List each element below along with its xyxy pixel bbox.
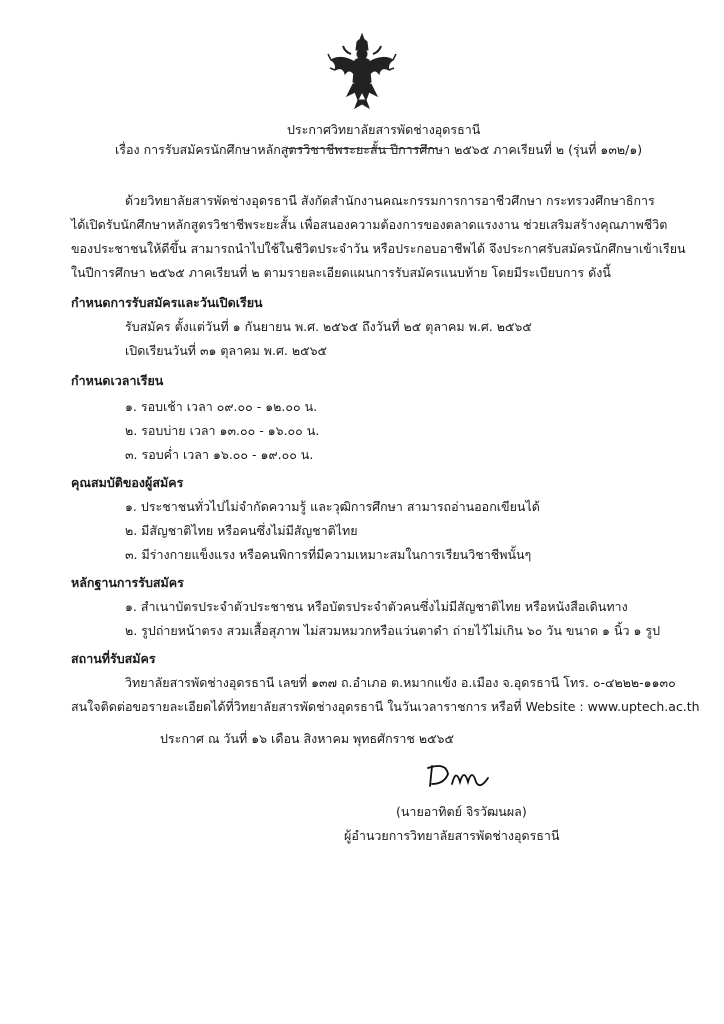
signature (426, 760, 490, 794)
contact-line: สนใจติดต่อขอรายละเอียดได้ที่วิทยาลัยสารพัดช่างอุดรธานี ในวันเวลาราชการ หรือที่ Website : www.uptech.ac.th (71, 699, 700, 714)
documents-line: ๑. สำเนาบัตรประจำตัวประชาชน หรือบัตรประจำตัวคนซึ่งไม่มีสัญชาติไทย หรือหนังสือเดินทาง (125, 599, 628, 614)
location-heading: สถานที่รับสมัคร (71, 651, 156, 666)
signer-title: ผู้อำนวยการวิทยาลัยสารพัดช่างอุดรธานี (344, 828, 560, 843)
schedule-line: ๑. รอบเช้า เวลา ๐๙.๐๐ - ๑๒.๐๐ น. (125, 399, 318, 414)
location-line: วิทยาลัยสารพัดช่างอุดรธานี เลขที่ ๑๓๗ ถ.อำเภอ ต.หมากแข้ง อ.เมือง จ.อุดรธานี โทร. ๐-๔๒๒๒-๑๑๓๐ (125, 675, 676, 690)
dates-line: รับสมัคร ตั้งแต่วันที่ ๑ กันยายน พ.ศ. ๒๕๖๕ ถึงวันที่ ๒๕ ตุลาคม พ.ศ. ๒๕๖๕ (125, 319, 532, 334)
documents-line: ๒. รูปถ่ายหน้าตรง สวมเสื้อสุภาพ ไม่สวมหมวกหรือแว่นตาดำ ถ่ายไว้ไม่เกิน ๖๐ วัน ขนาด ๑ นิ้ว ๑ รูป (125, 623, 661, 638)
dates-line: เปิดเรียนวันที่ ๓๑ ตุลาคม พ.ศ. ๒๕๖๕ (125, 343, 327, 358)
qualifications-line: ๓. มีร่างกายแข็งแรง หรือคนพิการที่มีความเหมาะสมในการเรียนวิชาชีพนั้นๆ (125, 547, 532, 562)
intro-line-1: ด้วยวิทยาลัยสารพัดช่างอุดรธานี สังกัดสำนักงานคณะกรรมการการอาชีวศึกษา กระทรวงศึกษาธิการ (125, 193, 655, 208)
garuda-emblem (327, 30, 397, 110)
dates-heading: กำหนดการรับสมัครและวันเปิดเรียน (71, 295, 263, 310)
schedule-line: ๒. รอบบ่าย เวลา ๑๓.๐๐ - ๑๖.๐๐ น. (125, 423, 320, 438)
title-rule (287, 148, 437, 149)
signer-name: (นายอาทิตย์ จิรวัฒนผล) (396, 804, 527, 819)
announce-date: ประกาศ ณ วันที่ ๑๖ เดือน สิงหาคม พุทธศักราช ๒๕๖๕ (160, 731, 454, 746)
intro-line-3: ของประชาชนให้ดีขึ้น สามารถนำไปใช้ในชีวิตประจำวัน หรือประกอบอาชีพได้ จึงประกาศรับสมัครนักศึกษาเข้าเรียน (71, 241, 686, 256)
schedule-line: ๓. รอบค่ำ เวลา ๑๖.๐๐ - ๑๙.๐๐ น. (125, 447, 314, 462)
document-subject: เรื่อง การรับสมัครนักศึกษาหลักสูตรวิชาชีพระยะสั้น ปีการศึกษา ๒๕๖๕ ภาคเรียนที่ ๒ (รุ่นที่ ๑๓๒/๑) (115, 142, 643, 157)
document-title: ประกาศวิทยาลัยสารพัดช่างอุดรธานี (287, 122, 481, 137)
qualifications-line: ๑. ประชาชนทั่วไปไม่จำกัดความรู้ และวุฒิการศึกษา สามารถอ่านออกเขียนได้ (125, 499, 540, 514)
documents-heading: หลักฐานการรับสมัคร (71, 575, 184, 590)
qualifications-line: ๒. มีสัญชาติไทย หรือคนซึ่งไม่มีสัญชาติไทย (125, 523, 358, 538)
qualifications-heading: คุณสมบัติของผู้สมัคร (71, 475, 184, 490)
intro-line-2: ได้เปิดรับนักศึกษาหลักสูตรวิชาชีพระยะสั้น เพื่อสนองความต้องการของตลาดแรงงาน ช่วยเสริมสร้างคุณภาพชีวิต (71, 217, 668, 232)
schedule-heading: กำหนดเวลาเรียน (71, 373, 164, 388)
intro-line-4: ในปีการศึกษา ๒๕๖๕ ภาคเรียนที่ ๒ ตามรายละเอียดแผนการรับสมัครแนบท้าย โดยมีระเบียบการ ดังนี้ (71, 265, 611, 280)
